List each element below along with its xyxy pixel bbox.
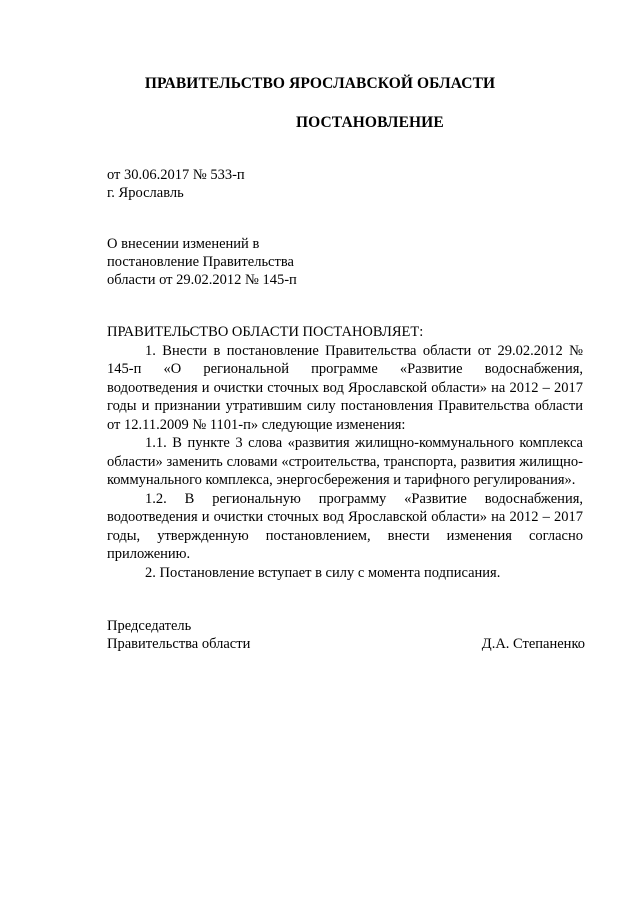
- decree-body: [107, 323, 583, 582]
- signatory-title-2: Правительства области: [107, 636, 251, 652]
- subject-line-1: О внесении изменений в: [107, 236, 260, 252]
- paragraph-1-1: 1.1. В пункте 3 слова «развития жилищно-коммунального комплекса области» заменить словами «строительства, транспорта, развития жилищно-коммунального комплекса, энергосбережения и тарифного регулирования».: [107, 435, 583, 488]
- paragraph-2: 2. Постановление вступает в силу с момента подписания.: [145, 564, 501, 581]
- signatory-title-1: Председатель: [107, 618, 192, 634]
- subject-line-3: области от 29.02.2012 № 145-п: [107, 272, 297, 288]
- organization-title: ПРАВИТЕЛЬСТВО ЯРОСЛАВСКОЙ ОБЛАСТИ: [144, 75, 496, 92]
- date-number: от 30.06.2017 № 533-п: [107, 167, 245, 183]
- subject-line-2: постановление Правительства: [107, 254, 294, 270]
- signatory-name: Д.А. Степаненко: [481, 636, 585, 652]
- city: г. Ярославль: [107, 185, 184, 201]
- decree-intro: ПРАВИТЕЛЬСТВО ОБЛАСТИ ПОСТАНОВЛЯЕТ:: [107, 324, 424, 340]
- document-type: ПОСТАНОВЛЕНИЕ: [296, 114, 444, 131]
- paragraph-1: 1. Внести в постановление Правительства области от 29.02.2012 № 145-п «О региональной программе «Развитие водоснабжения, водоотведения и очистки сточных вод Ярославской области» на 2012 – 2017 годы и признании утратившим силу постановления Правительства области от 12.11.2009 № 1101-п» следующие изменения:: [107, 342, 583, 433]
- paragraph-1-2: 1.2. В региональную программу «Развитие водоснабжения, водоотведения и очистки сточных вод Ярославской области» на 2012 – 2017 годы, утвержденную постановлением, внести изменения согласно приложению.: [107, 490, 583, 562]
